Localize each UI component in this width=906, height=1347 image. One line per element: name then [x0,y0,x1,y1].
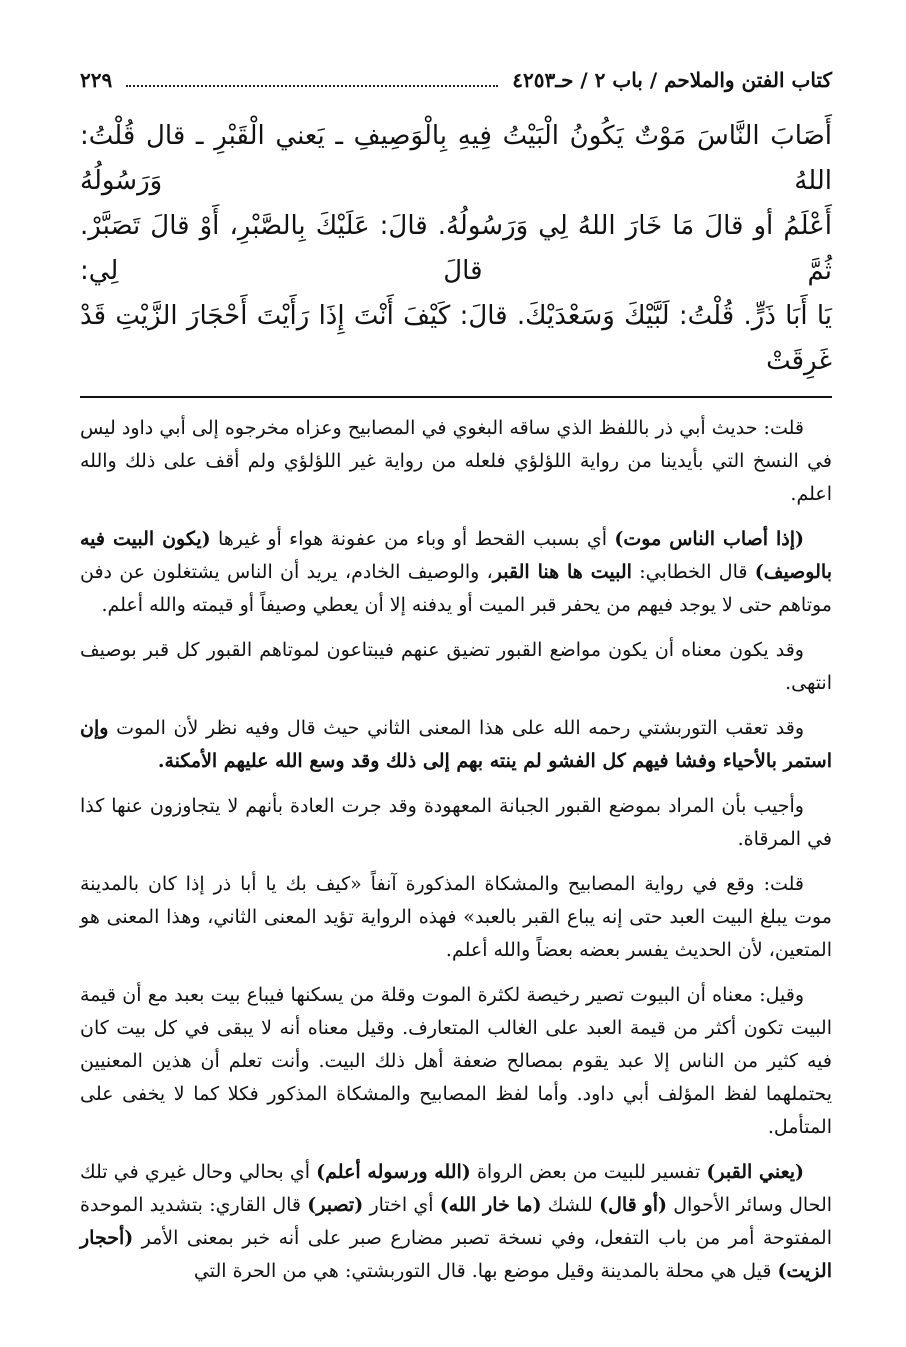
commentary-paragraph: قلت: حديث أبي ذر باللفظ الذي ساقه البغوي في المصابيح وعزاه مخرجوه إلى أبي داود ليس في النسخ التي بأيدينا من رواية اللؤلؤي فلعله من رواية غير اللؤلؤي ولم أقف على ذلك والله اعلم. [80,417,832,505]
text-run: قال القاري: بتشديد الموحدة المفتوحة أمر من باب التفعل، وفي نسخة تصبر مضارع صبر على أنه خبر بمعنى الأمر [80,1194,832,1249]
text-run: للشك [541,1194,600,1216]
commentary-paragraph [80,1156,832,1288]
commentary-paragraph [80,712,832,778]
text-run: وقد تعقب التوربشتي رحمه الله على هذا المعنى الثاني حيث قال وفيه نظر لأن الموت [108,717,804,739]
text-run: قال الخطابي: [631,561,755,583]
separator-rule [80,396,832,398]
quoted-phrase: (يكون البيت فيه بالوصيف) [80,528,832,583]
commentary-paragraph [80,523,832,622]
commentary-paragraph: وأجيب بأن المراد بموضع القبور الجبانة المعهودة وقد جرت العادة بأنهم لا يتجاوزون عنها كذا في المرقاة. [80,795,832,850]
dotted-leader [126,65,498,87]
quoted-phrase: (ما خار الله) [439,1194,542,1216]
running-header [80,62,832,98]
quoted-phrase: (يعني القبر) [706,1161,805,1183]
quoted-phrase: (أحجار الزيت) [80,1227,832,1282]
text-run-bold: وإن استمر بالأحياء وفشا فيهم كل الفشو لم ينته بهم إلى ذلك وقد وسع الله عليهم الأمكنة. [80,717,832,772]
page-number: ٢٢٩ [80,68,113,92]
hadith-line: أَصَابَ النَّاسَ مَوْتٌ يَكُونُ الْبَيْتُ فِيهِ بِالْوَصِيفِ ـ يَعني الْقَبْرِ ـ قال قُلْتُ: اللهُ وَرَسُولُهُ [80,121,832,196]
hadith-text [80,114,832,384]
commentary-paragraph: وقد يكون معناه أن يكون مواضع القبور تضيق عنهم فيبتاعون لموتاهم القبور كل قبر بوصيف انتهى. [80,639,832,694]
text-run: أي اختار [363,1194,440,1216]
quoted-phrase: (الله ورسوله أعلم) [316,1161,471,1183]
text-run: تفسير للبيت من بعض الرواة [470,1161,707,1183]
commentary-paragraph: وقيل: معناه أن البيوت تصير رخيصة لكثرة الموت وقلة من يسكنها فيباع بيت بعبد مع أن قيمة البيت تكون أكثر من قيمة العبد على الغالب المتعارف. وقيل معناه أنه لا يبقى في كل بيت كان فيه كثير من الناس إلا عبد يقوم بمصالح ضعفة أهل ذلك البيت. وأنت تعلم أن هذين المعنيين يحتملهما لفظ المؤلف أبي داود. وأما لفظ المصابيح والمشكاة المذكور فكلا كما لا يخفى على المتأمل. [80,984,832,1138]
book-page [80,62,832,1300]
chapter-title: كتاب الفتن والملاحم / باب ٢ / حـ٤٢٥٣ [512,68,832,92]
quoted-phrase: (أو قال) [599,1194,667,1216]
commentary [80,412,832,1288]
text-run: أي بسبب القحط أو وباء من عفونة هواء أو غيرها [210,528,615,550]
text-run: أي بحالي وحال غيري في تلك الحال وسائر الأحوال [80,1161,833,1216]
hadith-line: يَا أَبَا ذَرٍّ. قُلْتُ: لَبَّيْكَ وَسَعْدَيْكَ. قالَ: كَيْفَ أَنْتَ إِذَا رَأَيْتَ أَحْجَارَ الزَّيْتِ قَدْ غَرِقَتْ [80,301,832,376]
text-run: ، والوصيف الخادم، يريد أن الناس يشتغلون عن دفن موتاهم حتى لا يوجد فيهم من يحفر قبر الميت أو يدفنه إلا أن يعطي وصيفاً أو قيمته والله أعلم. [80,561,832,616]
commentary-paragraph: قلت: وقع في رواية المصابيح والمشكاة المذكورة آنفاً «كيف بك يا أبا ذر إذا كان بالمدينة موت يبلغ البيت العبد حتى إنه يباع القبر بالعبد» فهذه الرواية تؤيد المعنى الثاني، وهذا المعنى هو المتعين، لأن الحديث يفسر بعضه بعضاً والله أعلم. [80,873,832,961]
quoted-phrase: (إذا أصاب الناس موت) [614,528,804,550]
text-run: قيل هي محلة بالمدينة وقيل موضع بها. قال التوربشتي: هي من الحرة التي [193,1260,778,1282]
quoted-phrase: (تصبر) [307,1194,364,1216]
hadith-line: أَعْلَمُ أو قالَ مَا خَارَ اللهُ لِي وَرَسُولُهُ. قالَ: عَلَيْكَ بِالصَّبْرِ، أَوْ قالَ تَصَبَّرْ. ثُمَّ قالَ لِي: [80,211,832,286]
quoted-phrase: البيت ها هنا القبر [492,561,632,583]
